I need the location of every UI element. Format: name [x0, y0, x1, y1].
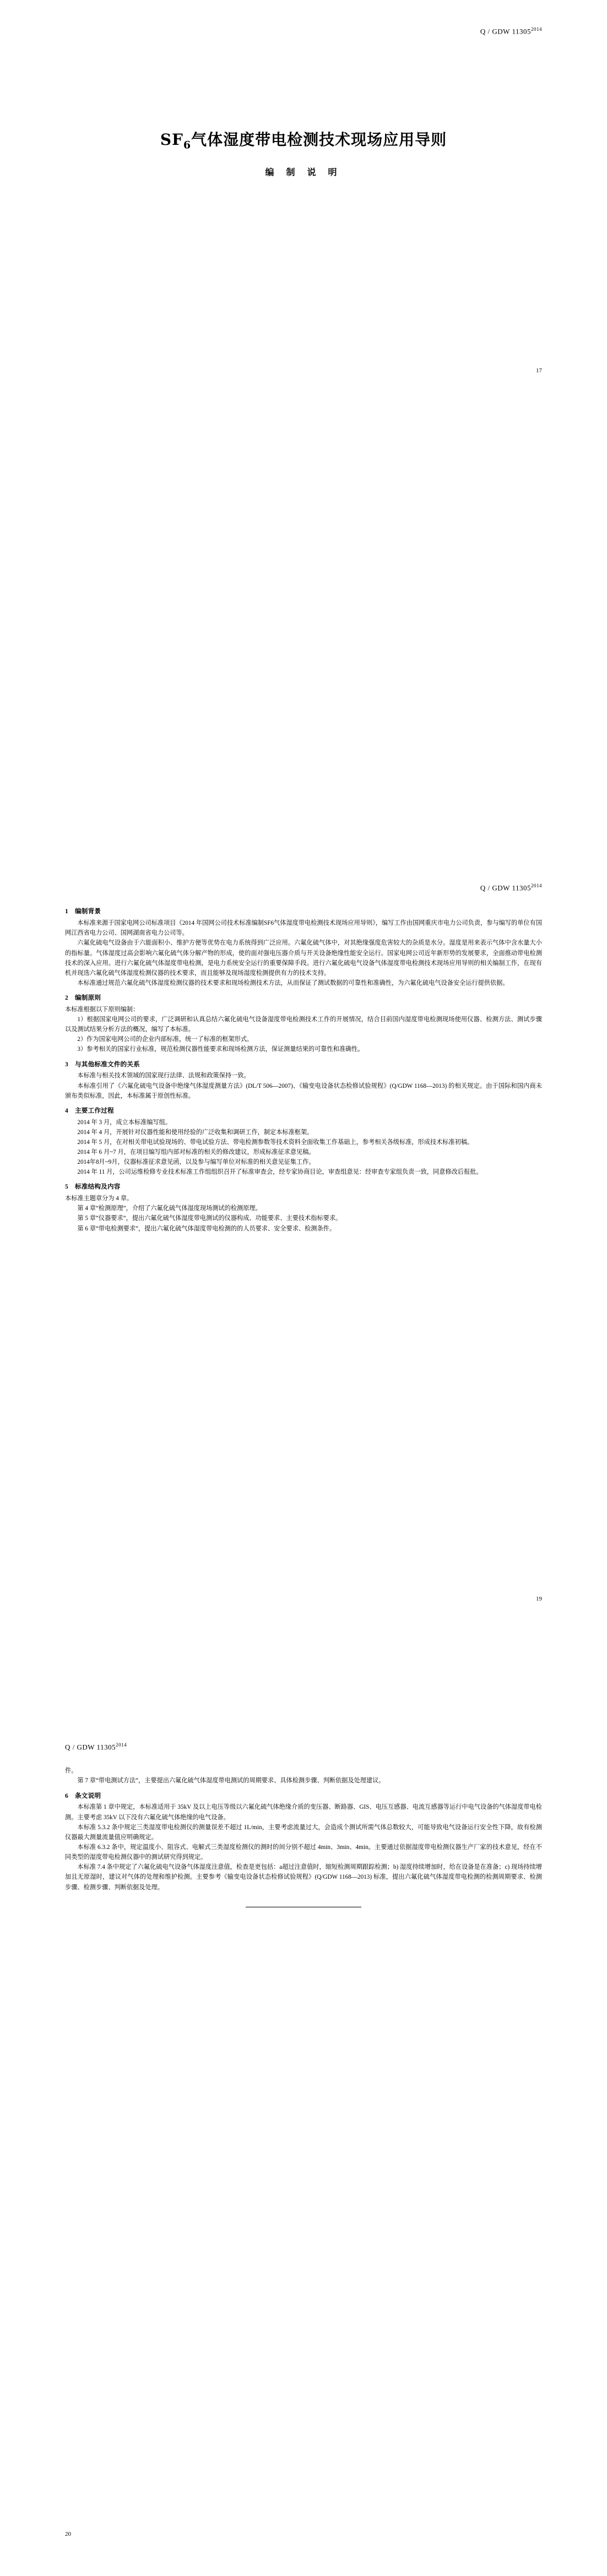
section-5-para-2: 第 4 章“检测原理”，介绍了六氟化硫气体湿度现场测试的检测原理。	[77, 1205, 262, 1212]
title-rest: 气体湿度带电检测技术现场应用导则	[191, 131, 447, 149]
page-3-content	[65, 1766, 542, 1907]
section-3-para-2: 本标准引用了《六氟化硫电气设备中绝缘气体湿度测量方法》(DL/T 506—2007)、《输变电设备状态检修试验规程》(Q/GDW 1168—2013) 的相关规定。由于国际和国内商未颁布类似标准，因此，本标准属于原创性标准。	[65, 1082, 542, 1099]
cover-subtitle: 编 制 说 明	[265, 168, 342, 177]
header-standard-code: Q / GDW 11305	[480, 883, 531, 892]
content-page-2	[0, 851, 607, 1710]
page-number-cover: 17	[536, 367, 542, 374]
section-1-para-1: 本标准来源于国家电网公司标准项目《2014 年国网公司技术标准编制SF6气体湿度带电检测技术现场应用导则》，编写工作由国网重庆市电力公司负责，参与编写的单位有国网江西省电力公司、国网湖南省电力公司等。	[65, 920, 542, 937]
page-title	[0, 128, 607, 151]
section-2-para-1: 本标准根据以下原则编制：	[65, 1006, 139, 1013]
page-2-content	[65, 907, 542, 1233]
title-subscript: 6	[183, 139, 192, 151]
section-4-para-1: 2014 年 3 月，成立本标准编写组。	[77, 1119, 172, 1126]
section-heading-1	[65, 907, 542, 917]
section-5-para-5: 第 7 章“带电测试方法”，主要提出六氟化硫气体湿度带电测试的周期要求、具体检测步骤、判断依据及处理建议。	[77, 1777, 385, 1785]
header-standard-year: 2014	[531, 883, 542, 888]
page-number-2: 19	[536, 1596, 542, 1602]
section-2-para-2: 1）根据国家电网公司的要求，广泛调研和认真总结六氟化硫电气设备湿度带电检测技术工作的开展情况，结合目前国内湿度带电检测现场使用仪器、检测方法、测试步骤以及测试结果分析方法的概况，编写了本标准。	[65, 1016, 542, 1033]
section-1-title: 编制背景	[75, 908, 101, 915]
section-3-number: 3	[65, 1060, 68, 1068]
section-3-para-1: 本标准与相关技术领域的国家现行法律、法规和政策保持一致。	[77, 1072, 250, 1080]
page-number-3: 20	[65, 2531, 71, 2537]
header-standard-year-3: 2014	[116, 1742, 127, 1748]
header-standard-code-3: Q / GDW 11305	[65, 1743, 116, 1751]
section-4-para-5: 2014年8月~9月，仪器标准征求意见函，以及参与编写单位对标准的相关意见征集工作。	[77, 1159, 315, 1166]
section-4-title: 主要工作过程	[75, 1107, 114, 1114]
section-heading-4	[65, 1106, 542, 1116]
title-main: SF	[160, 131, 183, 149]
cover-page	[0, 0, 607, 851]
section-4-para-2: 2014 年 4 月，开展针对仪器性能和使用经验的广泛收集和调研工作，制定本标准框架。	[77, 1129, 313, 1136]
section-1-para-3: 本标准通过规范六氟化硫气体湿度检测仪器的技术要求和现场检测技术方法，从而保证了测试数据的可靠性和准确性，为六氟化硫电气设备安全运行提供依据。	[77, 979, 509, 986]
section-6-para-1: 本标准第 1 章中规定，本标准适用于 35kV 及以上电压等级以六氟化硫气体绝缘介质的变压器、断路器、GIS、电压互感器、电流互感器等运行中电气设备的气体湿度带电检测。主要考虑 35kV 以下没有六氟化硫气体绝缘的电气设备。	[65, 1804, 542, 1821]
section-heading-2	[65, 993, 542, 1004]
page-header-3	[65, 1710, 542, 1751]
continuation-marker: 件。	[65, 1767, 78, 1775]
section-6-number: 6	[65, 1792, 68, 1799]
standard-code-text: Q / GDW 11305	[480, 27, 531, 36]
section-2-para-4: 3）参考相关的国家行业标准，规范检测仪器性能要求和现场检测方法，保证测量结果的可靠性和准确性。	[77, 1046, 364, 1053]
section-5-title: 标准结构及内容	[75, 1183, 121, 1191]
section-5-number: 5	[65, 1183, 68, 1191]
section-5-para-1: 本标准主题章分为 4 章。	[65, 1195, 133, 1202]
section-5-para-4: 第 6 章“带电检测要求”，提出六氟化硫气体湿度带电检测的的人员要求、安全要求、检测条件。	[77, 1225, 336, 1232]
section-6-para-4: 本标准 7.4 条中规定了六氟化硫电气设备气体湿度注意值，检查是更包括：a超过注意值时，缩短检测周期跟踪检测；b) 湿度持续增加时，给在设备是在准备；c) 现场持续增加且无原湿时，建议对气体的处理和维护检测。主要参考《输变电设备状态检修试验规程》(Q/GDW 1168—2013) 标准，提出六氟化硫气体湿度带电检测的检测周期要求、检测步骤、检测步骤、判断依据及处理。	[65, 1864, 542, 1891]
standard-year-text: 2014	[531, 26, 542, 32]
section-2-para-3: 2）作为国家电网公司的企业内部标准，统一了标准的框架形式。	[77, 1036, 253, 1043]
section-2-title: 编制原则	[75, 994, 101, 1002]
section-heading-6	[65, 1791, 542, 1802]
section-heading-5	[65, 1182, 542, 1192]
section-4-para-3: 2014 年 5 月，在对相关带电试验现场的、带电试验方法、带电检测参数等技术资料全面收集工作基础上，参考相关各级标准，形成技术标准初稿。	[77, 1138, 474, 1146]
content-page-3	[0, 1710, 607, 2576]
section-6-title: 条文说明	[75, 1792, 101, 1799]
section-4-para-4: 2014 年 6 月~7 月，在项目编写组内部对标准的相关的修改建议，形成标准征求意见稿。	[77, 1148, 315, 1156]
section-4-para-6: 2014 年 11 月，公司运维检修专业技术标准工作组组织召开了标准审查会，经专家协商目论，审查组意见：经审查专家组负责一致，同意修改后报批。	[77, 1169, 483, 1176]
section-6-para-3: 本标准 6.3.2 条中，规定温度小、阻容式、电解式三类湿度检测仪的测时的间分别不超过 4min、3min、4min。主要通过依据湿度带电检测仪器生产厂家的技术意见，经在不同类型的湿度带电检测仪器中的测试研究得到规定。	[65, 1843, 542, 1861]
section-1-para-2: 六氟化硫电气设备由于六能面积小、维护方便等优势在电力系统得到广泛应用。六氟化硫气体中，对其绝缘强度危害较大的杂质是水分。湿度是用来表示气体中含水量大小的指标量。气体湿度过高会影响六氟化硫气体分解产物的形成，使的面对强电压器介质与开关设备绝缘性能安全运行。国家电网公司近年新形势的发展要求，全面推动带电检测技术的深入应用。进行六氟化硫气体湿度带电检测，是电力系统安全运行的重要保障手段。进行六氟化硫电气设备气体湿度带电检测技术现场应用导则的相关编制工作，在现有机并现选六氟化硫气体湿度检测仪器的技术要求，而且能够及现场湿度检测提供有力的技术支持。	[65, 940, 542, 977]
section-heading-3	[65, 1060, 542, 1070]
section-4-number: 4	[65, 1107, 68, 1114]
section-6-para-2: 本标准 5.3.2 条中规定三类湿度带电检测仪的测量误差不超过 1L/min，主要考虑流量过大，会造成个测试所需气体总数较大，可能导致电气设备运行安全性下降，故有检测仪器最大测量流量值应明确规定。	[65, 1824, 542, 1841]
section-1-number: 1	[65, 908, 68, 915]
section-5-para-3: 第 5 章“仪器要求”，提出六氟化硫气体湿度带电测试的仪器构成、功能要求、主要技术指标要求。	[77, 1215, 342, 1222]
section-2-number: 2	[65, 994, 68, 1002]
standard-code-header	[480, 26, 542, 36]
section-3-title: 与其他标准文件的关系	[75, 1060, 140, 1068]
page-header-2	[65, 851, 542, 892]
